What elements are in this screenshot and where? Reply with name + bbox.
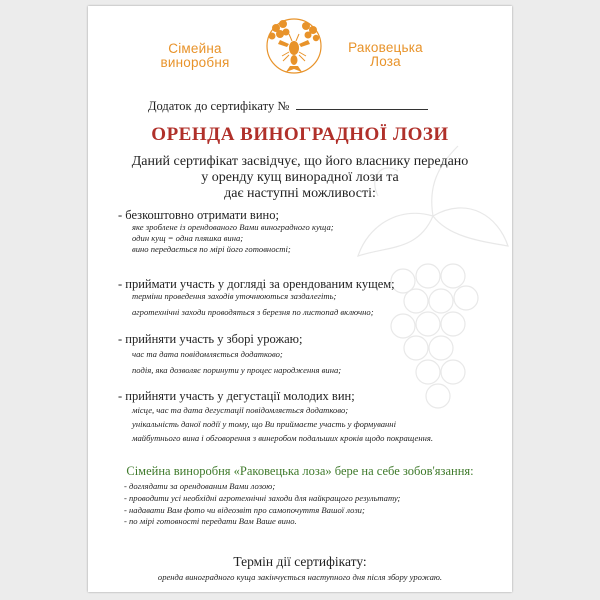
benefit-note: вино передається по мірі його готовності;: [132, 244, 291, 255]
appendix-label: Додаток до сертифікату №: [148, 99, 290, 113]
logo-left-line1: Сімейна: [168, 41, 222, 56]
benefit-note: час та дата повідомляється додатково;: [132, 349, 283, 359]
intro-line: дає наступні можливості:: [224, 186, 376, 201]
benefit-note: яке зроблене із орендованого Вами виноградного куща;: [132, 222, 334, 232]
benefit-title: - безкоштовно отримати вино;: [118, 208, 279, 222]
certificate-sheet: [88, 6, 512, 592]
benefit-note: подія, яка дозволяє поринути у процес народження вина;: [132, 365, 342, 376]
benefit-item: [118, 389, 486, 445]
term-heading: Термін дії сертифікату:: [233, 554, 367, 569]
benefit-note: агротехнічні заходи проводяться з березня по листопад включно;: [132, 307, 374, 318]
benefit-title: - прийняти участь у дегустації молодих вин;: [118, 389, 355, 403]
logo-right-line2: Лоза: [370, 54, 401, 69]
intro-line: у оренду кущ винорадної лози та: [201, 170, 399, 185]
logo-text-left: [140, 42, 250, 70]
benefit-note: унікальність даної події у тому, що Ви приймаєте участь у формуванні: [132, 419, 396, 430]
benefit-note: терміни проведення заходів уточнюються заздалегіть;: [132, 291, 337, 301]
certificate-number-blank: [296, 97, 428, 110]
intro-line: Даний сертифікат засвідчує, що його власнику передано: [131, 154, 469, 169]
obligation-item: - надавати Вам фото чи відеозвіт про самопочуття Вашої лози;: [124, 504, 365, 515]
obligation-item: - проводити усі необхідні агротехнічні заходи для найкращого результату;: [124, 492, 401, 503]
term-text: оренда виноградного куща закінчується наступного дня після збору урожаю.: [157, 572, 443, 582]
logo-left-line2: виноробня: [160, 55, 230, 70]
appendix-line: [148, 97, 478, 114]
obligation-item: - по мірі готовності передати Вам Ваше вино.: [124, 516, 297, 527]
benefit-item: [118, 277, 486, 318]
benefit-note: місце, час та дата дегустації повідомляється додатково;: [132, 405, 349, 415]
benefit-title: - прийняти участь у зборі урожаю;: [118, 332, 303, 346]
document-title: ОРЕНДА ВИНОГРАДНОЇ ЛОЗИ: [151, 124, 449, 145]
benefit-title: - приймати участь у догляді за орендованим кущем;: [118, 277, 395, 291]
benefit-item: [118, 208, 486, 256]
obligation-list: [124, 481, 484, 528]
benefit-item: [118, 332, 486, 376]
obligation-heading: Сімейна виноробня «Раковецька лоза» бере на себе зобов'язання:: [126, 464, 474, 478]
logo-right-line1: Раковецька: [348, 40, 423, 55]
grape-crayfish-logo-icon: [256, 16, 332, 76]
obligation-item: - доглядати за орендованим Вами лозою;: [124, 481, 276, 491]
benefit-note: майбутнього вина і обговорення з винеробом подальших кроків щодо покращення.: [132, 433, 433, 444]
benefit-note: один кущ = одна пляшка вина;: [132, 233, 244, 244]
logo-text-right: [333, 41, 438, 69]
intro-text: [108, 154, 492, 202]
brand-logo: [88, 16, 512, 78]
